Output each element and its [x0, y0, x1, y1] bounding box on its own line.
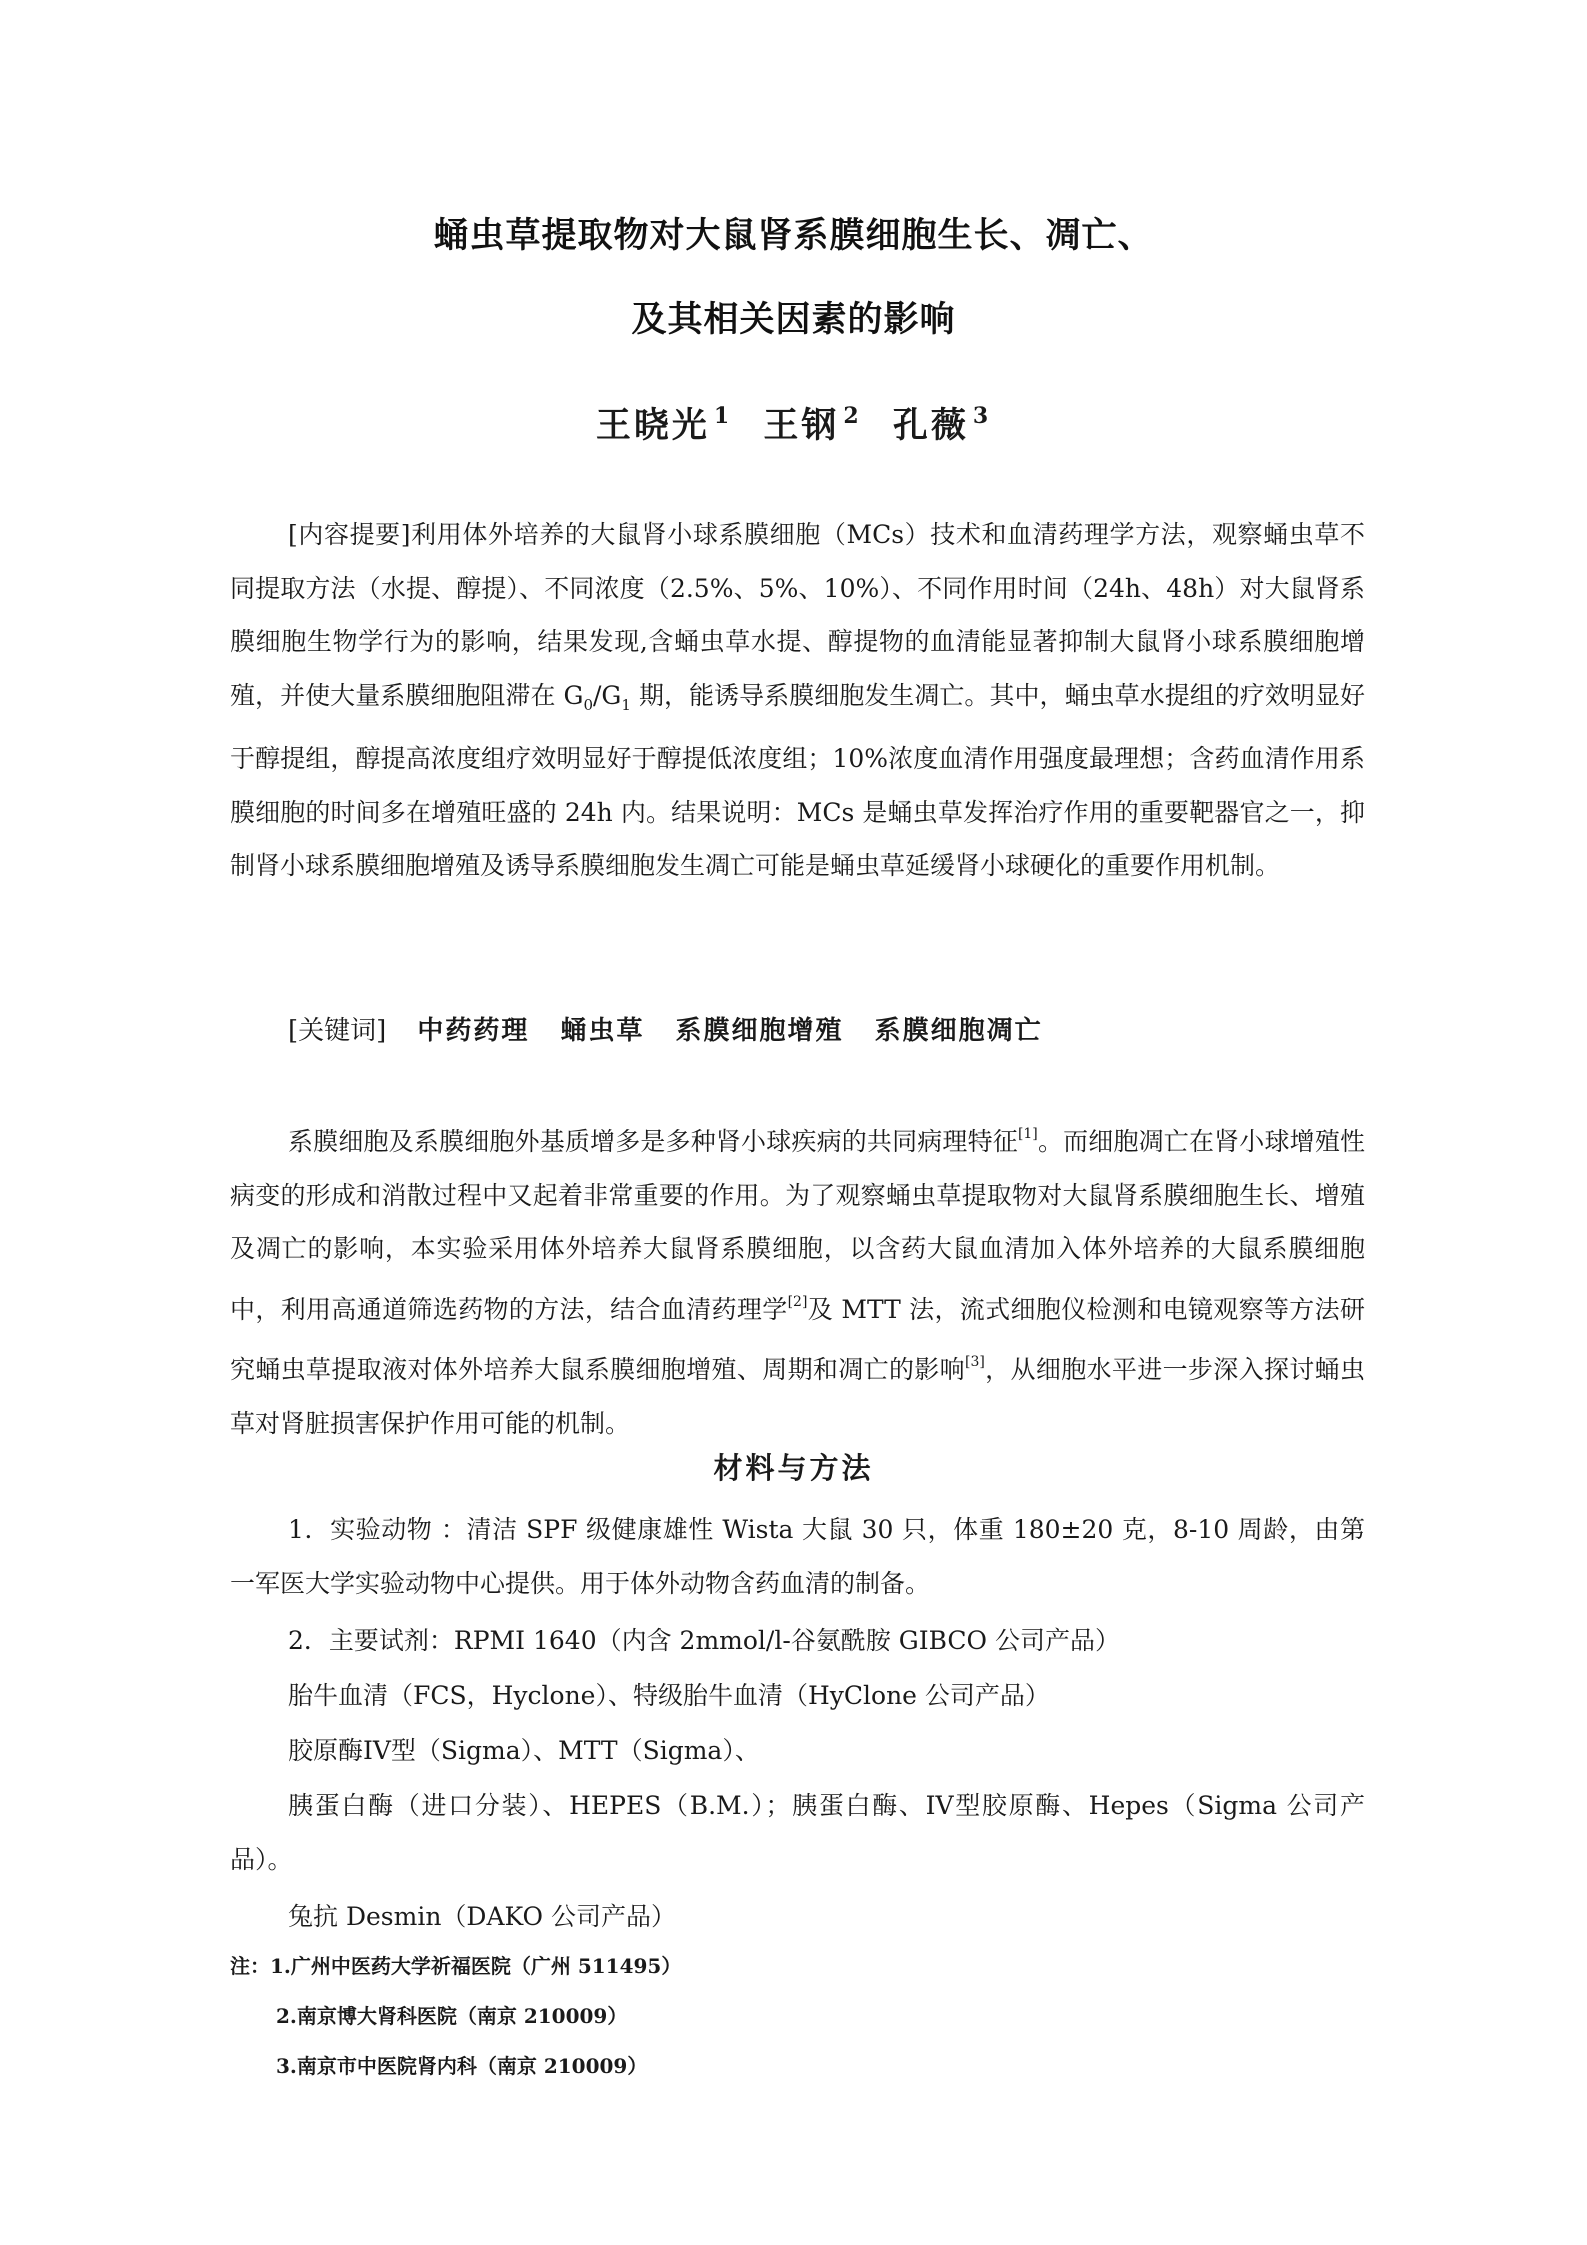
- method-item: 胎牛血清（FCS，Hyclone）、特级胎牛血清（HyClone 公司产品）: [288, 1681, 1050, 1710]
- author-name: 王钢: [763, 405, 840, 446]
- author-name: 孔薇: [892, 405, 969, 446]
- abstract-label: [内容提要]: [288, 520, 411, 549]
- author-affiliation-mark: 2: [843, 403, 862, 429]
- intro-text: 系膜细胞及系膜细胞外基质增多是多种肾小球疾病的共同病理特征: [288, 1127, 1018, 1156]
- introduction-paragraph: [230, 1108, 1365, 1450]
- affiliation-note: 注：1.广州中医药大学祈福医院（广州 511495）: [230, 1954, 682, 1978]
- keyword: 系膜细胞凋亡: [874, 1016, 1043, 1046]
- abstract-text: 利用体外培养的大鼠肾小球系膜细胞（MCs）技术和血清药理学方法，观察蛹虫草不同提取方法（水提、醇提）、不同浓度（2.5%、5%、10%）、不同作用时间（24h、48h）对大鼠肾系膜细胞生物学行为的影响，结果发现,含蛹虫草水提、醇提物的血清能显著抑制大鼠肾小球系膜细胞增殖，并使大量系膜细胞阻滞在 G: [230, 520, 1365, 710]
- author-affiliation-mark: 3: [972, 403, 992, 429]
- affiliation-note: 2.南京博大肾科医院（南京 210009）: [276, 2004, 628, 2028]
- keyword: 蛹虫草: [560, 1016, 645, 1046]
- keyword: 系膜细胞增殖: [675, 1016, 844, 1046]
- intro-text: 。而细胞凋亡在肾小球增殖性病变的形成和消散过程中又起着非常重要的作用。为了观察蛹虫草提取物对大鼠肾系膜细胞生长、增殖及凋亡的影响，本实验采用体外培养大鼠肾系膜细胞，以含药大鼠血清加入体外培养的大鼠系膜细胞中，利用高通道筛选药物的方法，结合血清药理学: [230, 1127, 1365, 1324]
- author: [596, 405, 732, 446]
- method-item: 2．主要试剂：RPMI 1640（内含 2mmol/l-谷氨酰胺 GIBCO 公司产品）: [288, 1626, 1120, 1655]
- method-item: 胶原酶IV型（Sigma）、MTT（Sigma）、: [288, 1736, 760, 1765]
- citation: [3]: [964, 1354, 985, 1370]
- method-item: 胰蛋白酶（进口分装）、HEPES（B.M.）；胰蛋白酶、IV型胶原酶、Hepes（Sigma 公司产品）。: [230, 1791, 1365, 1874]
- subscript: 0: [583, 695, 593, 714]
- paper-title-line-2: 及其相关因素的影响: [631, 300, 956, 340]
- author-affiliation-mark: 1: [713, 403, 733, 429]
- subscript: 1: [621, 695, 631, 714]
- keyword: 中药药理: [417, 1016, 530, 1046]
- author-list: [0, 398, 1587, 448]
- abstract-text: /G: [593, 680, 622, 710]
- citation: [2]: [787, 1293, 808, 1310]
- author-name: 王晓光: [595, 405, 710, 446]
- keywords: [288, 1010, 1043, 1047]
- paper-title-line-1: 蛹虫草提取物对大鼠肾系膜细胞生长、凋亡、: [433, 216, 1154, 256]
- keywords-label: [关键词]: [288, 1016, 387, 1046]
- method-item: 1．实验动物 ：清洁 SPF 级健康雄性 Wista 大鼠 30 只，体重 180±20 克，8-10 周龄，由第一军医大学实验动物中心提供。用于体外动物含药血清的制备。: [230, 1515, 1365, 1598]
- author: [763, 405, 861, 446]
- intro-text: 及 MTT 法，流式细胞仪检测和电镜观察等方法研究蛹虫草提取液对体外培养大鼠系膜细胞增殖、周期和凋亡的影响: [230, 1294, 1365, 1384]
- method-item: 兔抗 Desmin（DAKO 公司产品）: [288, 1902, 676, 1931]
- section-heading: 材料与方法: [713, 1451, 874, 1485]
- affiliation-note: 3.南京市中医院肾内科（南京 210009）: [276, 2054, 648, 2078]
- abstract: [230, 508, 1365, 893]
- author: [893, 405, 991, 446]
- intro-text: ，从细胞水平进一步深入探讨蛹虫草对肾脏损害保护作用可能的机制。: [230, 1355, 1365, 1438]
- abstract-text: 期，能诱导系膜细胞发生凋亡。其中，蛹虫草水提组的疗效明显好于醇提组，醇提高浓度组疗效明显好于醇提低浓度组；10%浓度血清作用强度最理想；含药血清作用系膜细胞的时间多在增殖旺盛的 24h 内。结果说明：MCs 是蛹虫草发挥治疗作用的重要靶器官之一，抑制肾小球系膜细胞增殖及诱导系膜细胞发生凋亡可能是蛹虫草延缓肾小球硬化的重要作用机制。: [230, 680, 1365, 880]
- citation: [1]: [1017, 1126, 1038, 1142]
